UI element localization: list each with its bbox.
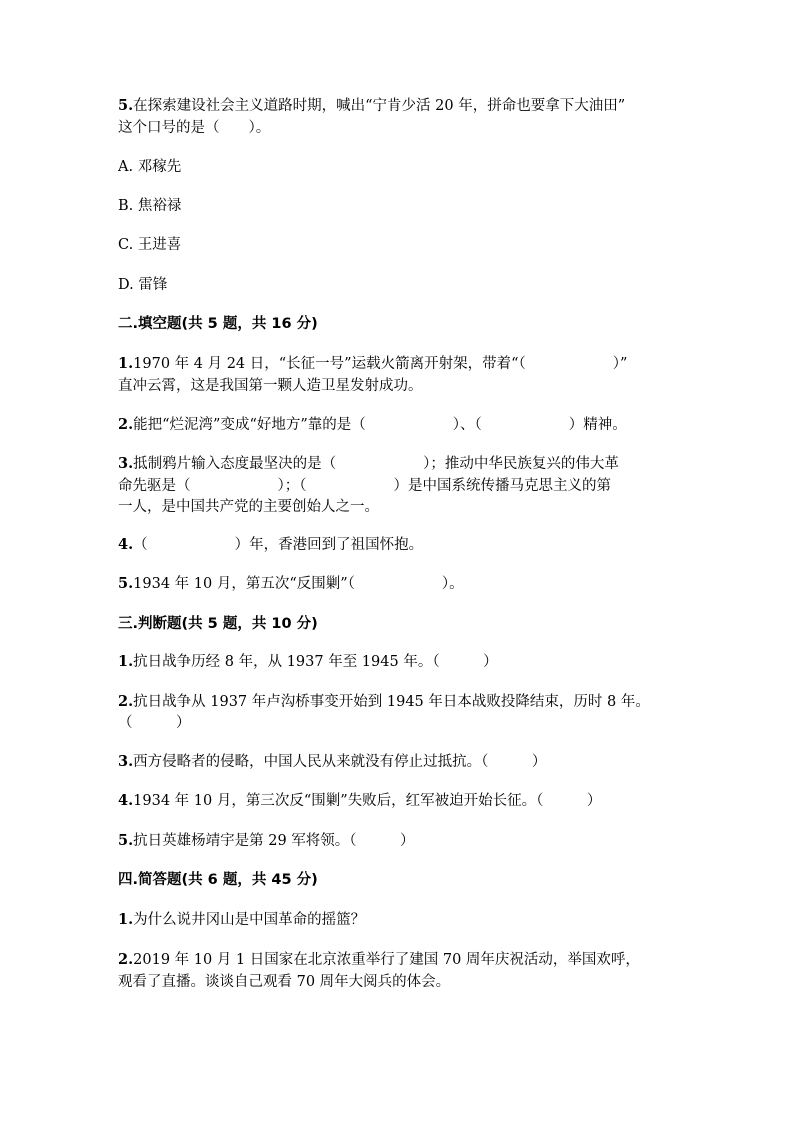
section-heading-short-answer: 四.简答题(共 6 题，共 45 分) bbox=[118, 872, 318, 888]
question-number: 5. bbox=[118, 575, 134, 592]
fill-q1-line-1 bbox=[118, 354, 627, 374]
tf-q5-line-1 bbox=[118, 831, 415, 851]
question-number: 5. bbox=[118, 97, 134, 114]
sa-q2-line-1 bbox=[118, 950, 640, 970]
question-number: 1. bbox=[118, 355, 134, 372]
question-number: 4. bbox=[118, 792, 134, 809]
question-text: 为什么说井冈山是中国革命的摇篮？ bbox=[133, 912, 366, 928]
tf-q1-line-1 bbox=[118, 652, 498, 672]
question-number: 5. bbox=[118, 832, 134, 849]
question-text: 1970 年 4 月 24 日，“长征一号”运载火箭离开射架，带着“（ ）” bbox=[133, 356, 628, 372]
fill-q1-line-2: 直冲云霄，这是我国第一颗人造卫星发射成功。 bbox=[118, 378, 423, 394]
question-text: 西方侵略者的侵略，中国人民从来就没有停止过抵抗。（ ） bbox=[133, 754, 547, 770]
section-heading-fill-in: 二.填空题(共 5 题，共 16 分) bbox=[118, 316, 318, 332]
q5-line-1 bbox=[118, 96, 625, 116]
question-number: 2. bbox=[118, 693, 134, 710]
question-number: 2. bbox=[118, 416, 134, 433]
option-b: B. 焦裕禄 bbox=[118, 198, 182, 214]
option-a: A. 邓稼先 bbox=[118, 159, 182, 175]
question-text: 能把“烂泥湾”变成“好地方”靠的是（ ）、（ ）精神。 bbox=[133, 417, 627, 433]
question-number: 4. bbox=[118, 536, 134, 553]
sa-q1-line-1 bbox=[118, 910, 365, 930]
question-text: 抗日英雄杨靖宇是第 29 军将领。（ ） bbox=[133, 833, 415, 849]
question-number: 1. bbox=[118, 911, 134, 928]
fill-q3-line-2: 命先驱是（ ）；（ ）是中国系统传播马克思主义的第 bbox=[118, 478, 611, 494]
question-text: 在探索建设社会主义道路时期，喊出“宁肯少活 20 年，拼命也要拿下大油田” bbox=[133, 98, 626, 114]
question-number: 3. bbox=[118, 753, 134, 770]
fill-q3-line-1 bbox=[118, 454, 619, 474]
question-text: 1934 年 10 月，第五次“反围剿”（ ）。 bbox=[133, 576, 464, 592]
tf-q2-line-2: （ ） bbox=[118, 715, 191, 731]
question-number: 2. bbox=[118, 951, 134, 968]
sa-q2-line-2: 观看了直播。谈谈自己观看 70 周年大阅兵的体会。 bbox=[118, 974, 451, 990]
fill-q3-line-3: 一人，是中国共产党的主要创始人之一。 bbox=[118, 499, 379, 515]
question-number: 1. bbox=[118, 653, 134, 670]
section-heading-true-false: 三.判断题(共 5 题，共 10 分) bbox=[118, 616, 318, 632]
q5-line-2: 这个口号的是（ ）。 bbox=[118, 120, 271, 136]
fill-q5-line-1 bbox=[118, 574, 464, 594]
tf-q4-line-1 bbox=[118, 791, 601, 811]
question-text: 抵制鸦片输入态度最坚决的是（ ）；推动中华民族复兴的伟大革 bbox=[133, 456, 619, 472]
question-text: 抗日战争历经 8 年，从 1937 年至 1945 年。（ ） bbox=[133, 654, 498, 670]
tf-q2-line-1 bbox=[118, 692, 650, 712]
question-number: 3. bbox=[118, 455, 134, 472]
option-d: D. 雷锋 bbox=[118, 277, 168, 293]
tf-q3-line-1 bbox=[118, 752, 546, 772]
option-c: C. 王进喜 bbox=[118, 237, 182, 253]
fill-q4-line-1 bbox=[118, 535, 423, 555]
question-text: 2019 年 10 月 1 日国家在北京浓重举行了建国 70 周年庆祝活动，举国欢呼， bbox=[133, 952, 640, 968]
question-text: 1934 年 10 月，第三次反“围剿”失败后，红军被迫开始长征。（ ） bbox=[133, 793, 602, 809]
fill-q2-line-1 bbox=[118, 415, 627, 435]
question-text: 抗日战争从 1937 年卢沟桥事变开始到 1945 年日本战败投降结束，历时 8 年。 bbox=[133, 694, 650, 710]
question-text: （ ）年，香港回到了祖国怀抱。 bbox=[133, 537, 424, 553]
